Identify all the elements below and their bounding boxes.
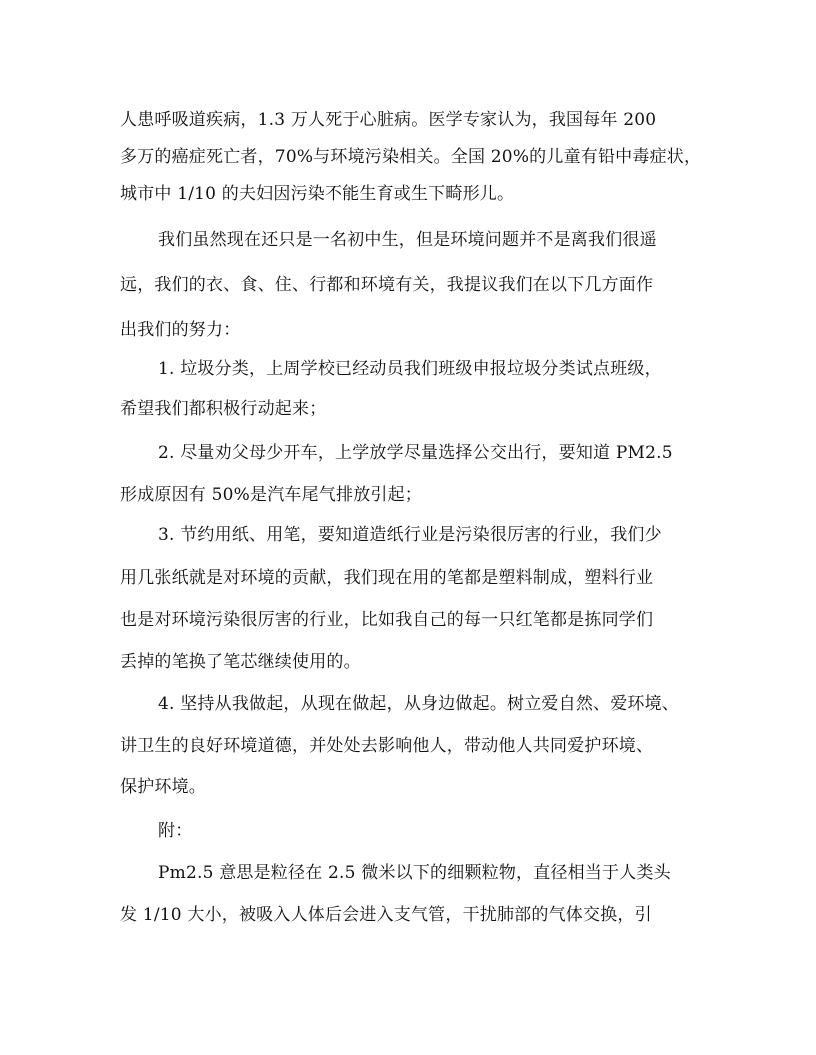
text-line: 丢掉的笔换了笔芯继续使用的。 xyxy=(120,652,361,672)
paragraph-first-line: 我们虽然现在还只是一名初中生，但是环境问题并不是离我们很遥 xyxy=(158,230,657,250)
paragraph-first-line: Pm2.5 意思是粒径在 2.5 微米以下的细颗粒物，直径相当于人类头 xyxy=(158,863,671,883)
text-line: 形成原因有 50%是汽车尾气排放引起； xyxy=(120,485,422,505)
text-line: 多万的癌症死亡者，70%与环境污染相关。全国 20%的儿童有铅中毒症状， xyxy=(120,147,702,167)
text-line: 远，我们的衣、食、住、行都和环境有关，我提议我们在以下几方面作 xyxy=(120,275,654,295)
appendix-heading: 附： xyxy=(158,821,193,841)
text-line: 也是对环境污染很厉害的行业，比如我自己的每一只红笔都是拣同学们 xyxy=(120,610,654,630)
text-line: 讲卫生的良好环境道德，并处处去影响他人，带动他人共同爱护环境、 xyxy=(120,736,654,756)
text-line: 希望我们都积极行动起来； xyxy=(120,399,327,419)
text-line: 保护环境。 xyxy=(120,777,206,797)
list-item-2-line: 2. 尽量劝父母少开车，上学放学尽量选择公交出行，要知道 PM2.5 xyxy=(158,443,673,463)
text-line: 出我们的努力： xyxy=(120,320,241,340)
text-line: 发 1/10 大小，被吸入人体后会进入支气管，干扰肺部的气体交换，引 xyxy=(120,905,652,925)
text-line: 城市中 1/10 的夫妇因污染不能生育或生下畸形儿。 xyxy=(120,184,515,204)
text-line: 人患呼吸道疾病，1.3 万人死于心脏病。医学专家认为，我国每年 200 xyxy=(120,110,657,130)
list-item-4-line: 4. 坚持从我做起，从现在做起，从身边做起。树立爱自然、爱环境、 xyxy=(158,694,680,714)
text-line: 用几张纸就是对环境的贡献，我们现在用的笔都是塑料制成，塑料行业 xyxy=(120,568,654,588)
list-item-3-line: 3. 节约用纸、用笔，要知道造纸行业是污染很厉害的行业，我们少 xyxy=(158,525,662,545)
list-item-1-line: 1. 垃圾分类，上周学校已经动员我们班级申报垃圾分类试点班级， xyxy=(158,359,662,379)
